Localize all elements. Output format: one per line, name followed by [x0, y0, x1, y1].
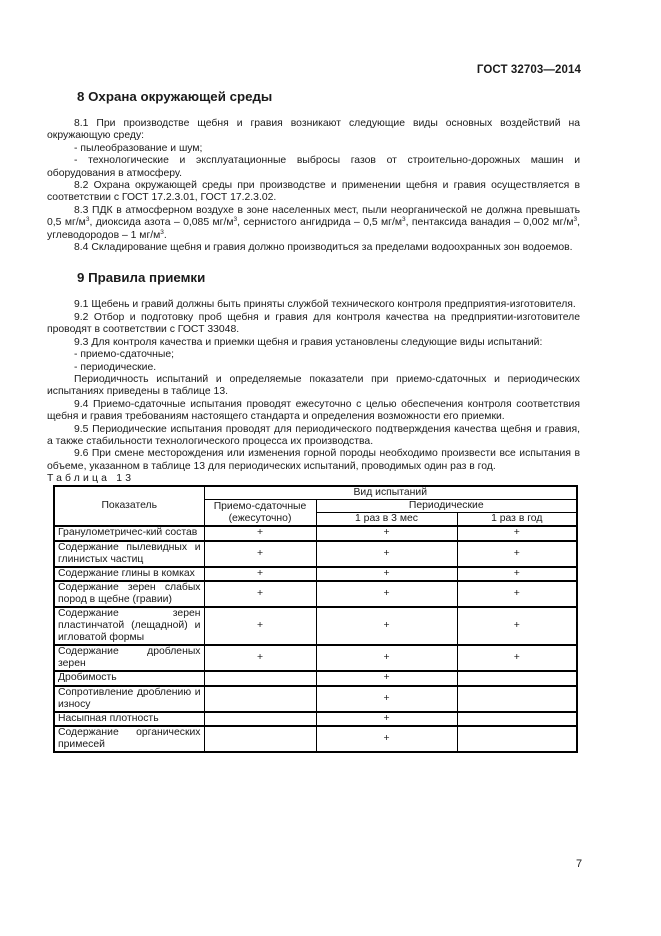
mark-yearly: +: [457, 581, 577, 607]
mark-every-3-months: +: [316, 686, 457, 712]
table-row: [54, 607, 577, 645]
paragraph-9-4: 9.4 Приемо-сдаточные испытания проводят ежесуточно с целью обеспечения контроля соответствия щебня и гравия требованиям настоящего стандарта и определения возможности его приемки.: [47, 398, 580, 423]
indicator-name: Содержание дробленых зерен: [54, 645, 204, 671]
mark-acceptance: +: [204, 567, 316, 581]
table-row: [54, 567, 577, 581]
indicator-name: Гранулометричес-кий состав: [54, 526, 204, 540]
table-row: [54, 526, 577, 540]
indicator-name: Дробимость: [54, 671, 204, 685]
mark-acceptance: +: [204, 541, 316, 567]
mark-every-3-months: +: [316, 671, 457, 685]
paragraph-periodicity: Периодичность испытаний и определяемые показатели при приемо-сдаточных и периодических испытаниях приведены в таблице 13.: [47, 373, 580, 398]
paragraph-8-2: 8.2 Охрана окружающей среды при производстве и применении щебня и гравия осуществляется в соответствии с ГОСТ 17.2.3.01, ГОСТ 17.2.3.02.: [47, 180, 580, 204]
mark-acceptance: [204, 712, 316, 726]
mark-acceptance: [204, 726, 316, 752]
mark-every-3-months: +: [316, 645, 457, 671]
indicator-name: Содержание зерен слабых пород в щебне (гравии): [54, 581, 204, 607]
indicator-name: Содержание пылевидных и глинистых частиц: [54, 541, 204, 567]
mark-acceptance: +: [204, 581, 316, 607]
mark-every-3-months: +: [316, 581, 457, 607]
section-9-title: 9 Правила приемки: [77, 270, 206, 286]
table-row: [54, 726, 577, 752]
header-test-type: Вид испытаний: [204, 486, 577, 500]
paragraph-9-3: 9.3 Для контроля качества и приемки щебня и гравия установлены следующие виды испытаний:: [74, 336, 543, 348]
table-caption: Таблица 13: [47, 473, 135, 485]
header-periodic: Периодические: [316, 500, 577, 513]
table-row: [54, 712, 577, 726]
header-indicator: Показатель: [54, 486, 204, 526]
mark-acceptance: [204, 671, 316, 685]
header-yearly: 1 раз в год: [457, 513, 577, 527]
indicator-name: Содержание глины в комках: [54, 567, 204, 581]
header-every-3-months: 1 раз в 3 мес: [316, 513, 457, 527]
mark-acceptance: +: [204, 526, 316, 540]
paragraph-9-6: 9.6 При смене месторождения или изменения горной породы необходимо произвести все испытания в объеме, указанном в таблице 13 для периодических испытаний, проводимых один раз в год.: [47, 448, 580, 472]
list-item-dust-noise: - пылеобразование и шум;: [74, 142, 203, 154]
mark-yearly: +: [457, 541, 577, 567]
table-row: [54, 671, 577, 685]
mark-yearly: [457, 686, 577, 712]
mark-acceptance: +: [204, 645, 316, 671]
indicator-name: Содержание органических примесей: [54, 726, 204, 752]
mark-yearly: +: [457, 645, 577, 671]
indicator-name: Насыпная плотность: [54, 712, 204, 726]
list-item-gas-emissions: - технологические и эксплуатационные выбросы газов от строительно-дорожных машин и оборудования в атмосферу.: [47, 155, 580, 179]
paragraph-9-1: 9.1 Щебень и гравий должны быть приняты службой технического контроля предприятия-изготовителя.: [74, 299, 576, 311]
indicator-name: Сопротивление дроблению и износу: [54, 686, 204, 712]
mark-every-3-months: +: [316, 607, 457, 645]
mark-every-3-months: +: [316, 541, 457, 567]
paragraph-8-4: 8.4 Складирование щебня и гравия должно производиться за пределами водоохранных зон водоемов.: [74, 242, 573, 254]
page-content: [47, 86, 580, 753]
paragraph-8-1: 8.1 При производстве щебня и гравия возникают следующие виды основных воздействий на окружающую среду:: [47, 118, 580, 142]
mark-yearly: +: [457, 607, 577, 645]
paragraph-9-5: 9.5 Периодические испытания проводят для периодического подтверждения качества щебня и гравия, а также стабильности технологического процесса их производства.: [47, 423, 580, 447]
document-standard-number: ГОСТ 32703—2014: [476, 64, 581, 76]
table-row: [54, 541, 577, 567]
list-item-acceptance: - приемо-сдаточные;: [74, 349, 175, 361]
mark-yearly: [457, 712, 577, 726]
paragraph-9-2: 9.2 Отбор и подготовку проб щебня и гравия для контроля качества на предприятии-изготовителе проводят в соответствии с ГОСТ 33048.: [47, 311, 580, 336]
mark-acceptance: +: [204, 607, 316, 645]
table-13: [53, 485, 578, 753]
mark-every-3-months: +: [316, 726, 457, 752]
table-row: [54, 581, 577, 607]
table-row: [54, 686, 577, 712]
mark-yearly: +: [457, 567, 577, 581]
indicator-name: Содержание зерен пластинчатой (лещадной) и игловатой формы: [54, 607, 204, 645]
mark-yearly: [457, 671, 577, 685]
mark-every-3-months: +: [316, 526, 457, 540]
mark-yearly: +: [457, 526, 577, 540]
mark-every-3-months: +: [316, 567, 457, 581]
page-number: 7: [576, 858, 583, 870]
mark-acceptance: [204, 686, 316, 712]
table-row: [54, 645, 577, 671]
section-8-title: 8 Охрана окружающей среды: [77, 89, 273, 104]
header-acceptance: Приемо-сдаточные (ежесуточно): [204, 500, 316, 527]
mark-every-3-months: +: [316, 712, 457, 726]
paragraph-8-3: 8.3 ПДК в атмосферном воздухе в зоне населенных мест, пыли неорганической не должна превышать 0,5 $мг/м^3$, диоксида азота – 0,085 $мг/м^3$, сернистого ангидрида – 0,5 $мг/м^3$, пентаксида ванадия – 0,002 $мг/м^3$, углеводородов – 1 $мг/м^3$.: [47, 204, 581, 241]
list-item-periodic: - периодические.: [74, 361, 157, 373]
mark-yearly: [457, 726, 577, 752]
